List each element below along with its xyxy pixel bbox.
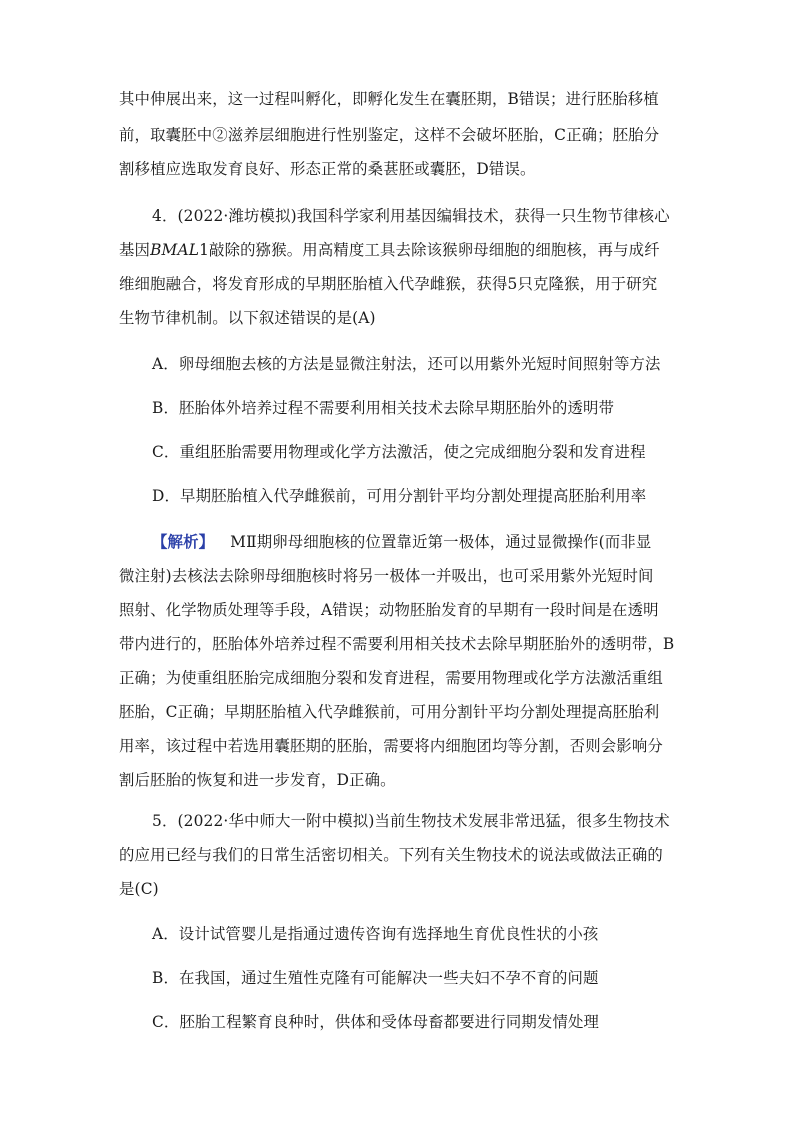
analysis-line: 正确；为使重组胚胎完成细胞分裂和发育进程，需要用物理或化学方法激活重组 (119, 669, 663, 687)
question-5-stem: 5．(2022·华中师大一附中模拟)当前生物技术发展非常迅猛，很多生物技术 (152, 812, 670, 830)
question-5-stem: 是(C) (119, 880, 159, 898)
question-4-stem (119, 239, 660, 261)
question-4-stem: 4．(2022·潍坊模拟)我国科学家利用基因编辑技术，获得一只生物节律核心 (152, 207, 670, 225)
analysis-tag: 【解析】 (152, 533, 215, 551)
analysis-line: 割后胚胎的恢复和进一步发育，D正确。 (119, 771, 396, 789)
question-4-stem: 维细胞融合，将发育形成的早期胚胎植入代孕雌猴，获得5只克隆猴，用于研究 (119, 275, 658, 293)
analysis-line: 胚胎，C正确；早期胚胎植入代孕雌猴前，可用分割针平均分割处理提高胚胎利 (119, 703, 660, 721)
question-5-stem: 的应用已经与我们的日常生活密切相关。下列有关生物技术的说法或做法正确的 (119, 846, 663, 864)
option-b: B．胚胎体外培养过程不需要利用相关技术去除早期胚胎外的透明带 (152, 399, 615, 417)
option-c: C．胚胎工程繁育良种时，供体和受体母畜都要进行同期发情处理 (152, 1013, 600, 1031)
analysis-line: 微注射)去核法去除卵母细胞核时将另一极体一并吸出，也可采用紫外光短时间 (119, 567, 654, 585)
option-b: B．在我国，通过生殖性克隆有可能解决一些夫妇不孕不育的问题 (152, 969, 599, 987)
analysis-text: MⅡ期卵母细胞核的位置靠近第一极体，通过显微操作(而非显 (230, 533, 652, 551)
option-a: A．卵母细胞去核的方法是显微注射法，还可以用紫外光短时间照射等方法 (152, 355, 661, 373)
stem-text: 基因 (119, 241, 151, 259)
question-4-stem: 生物节律机制。以下叙述错误的是(A) (119, 309, 376, 327)
analysis-line: 带内进行的，胚胎体外培养过程不需要利用相关技术去除早期胚胎外的透明带，B (119, 635, 675, 653)
stem-text: 1敲除的猕猴。用高精度工具去除该猴卵母细胞的细胞核，再与成纤 (199, 241, 660, 259)
analysis-line: 割移植应选取发育良好、形态正常的桑葚胚或囊胚，D错误。 (119, 160, 536, 178)
gene-name: BMAL (150, 241, 200, 259)
analysis-line: 用率，该过程中若选用囊胚期的胚胎，需要将内细胞团均等分割，否则会影响分 (119, 737, 663, 755)
analysis-line: 其中伸展出来，这一过程叫孵化，即孵化发生在囊胚期，B错误；进行胚胎移植 (119, 90, 659, 108)
analysis-line (152, 531, 651, 553)
analysis-line: 照射、化学物质处理等手段，A错误；动物胚胎发育的早期有一段时间是在透明 (119, 601, 659, 619)
option-c: C．重组胚胎需要用物理或化学方法激活，使之完成细胞分裂和发育进程 (152, 443, 646, 461)
analysis-line: 前，取囊胚中②滋养层细胞进行性别鉴定，这样不会破坏胚胎，C正确；胚胎分 (119, 126, 660, 144)
option-d: D．早期胚胎植入代孕雌猴前，可用分割针平均分割处理提高胚胎利用率 (152, 487, 647, 505)
option-a: A．设计试管婴儿是指通过遗传咨询有选择地生育优良性状的小孩 (152, 925, 599, 943)
